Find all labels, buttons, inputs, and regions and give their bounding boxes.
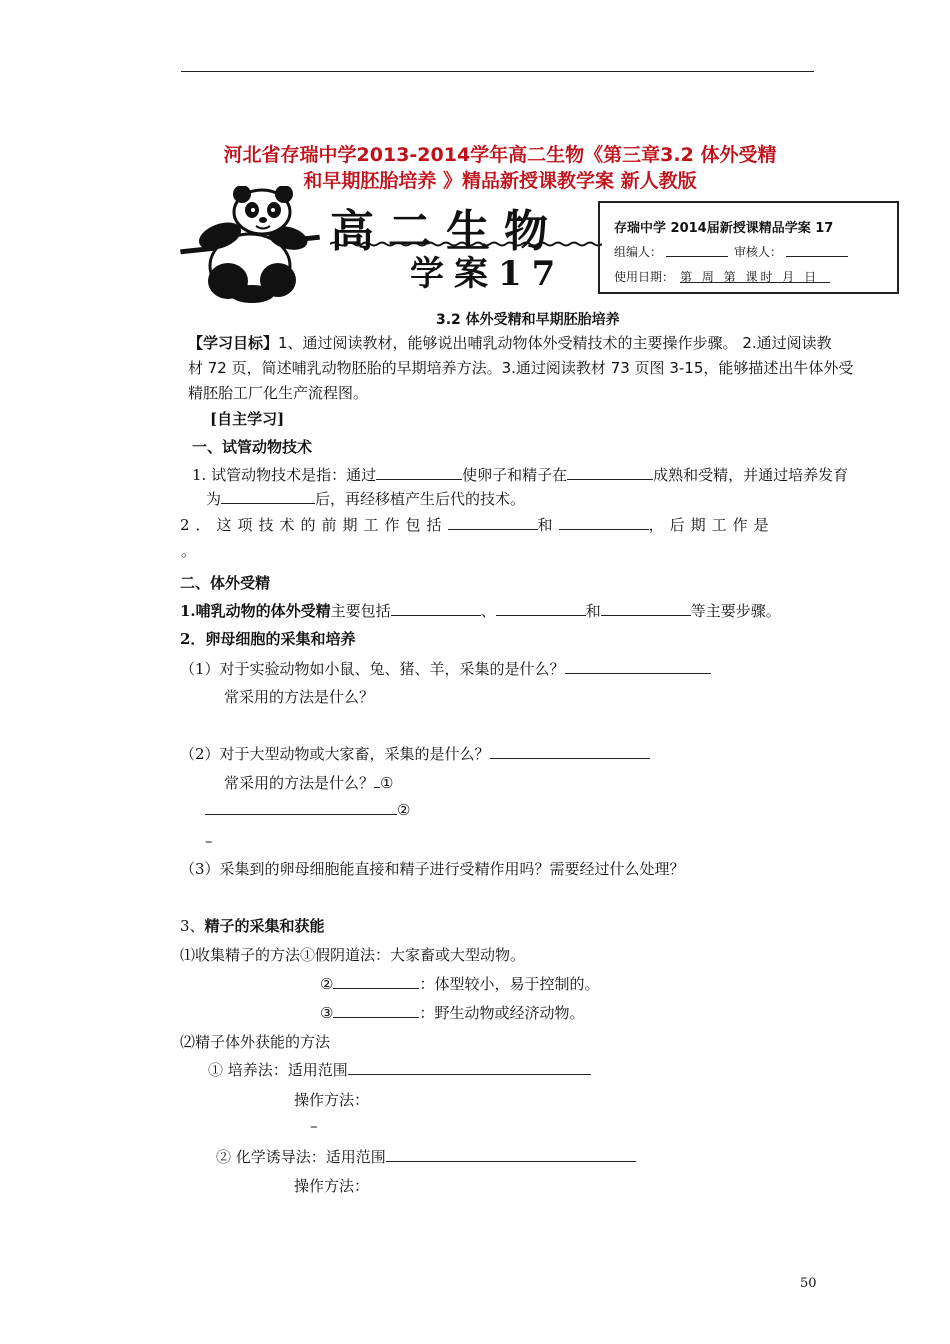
part2-q2-2c <box>205 800 410 819</box>
part1-q1-line1 <box>192 464 848 485</box>
reviewer-label: 审核人： <box>734 245 783 259</box>
banner-plan-number: 学案17 <box>410 254 566 294</box>
objectives-text-1: 1、通过阅读教材，能够说出哺乳动物体外受精技术的主要操作步骤。 2.通过阅读教 <box>278 334 832 352</box>
part1-q2-text-c: ，后期工作是 <box>648 516 775 534</box>
answer-blank[interactable] <box>448 515 538 530</box>
page-number: 50 <box>800 1276 817 1291</box>
part3-heading-text: 精子的采集和获能 <box>204 917 325 935</box>
section-title: 3.2 体外受精和早期胚胎培养 <box>436 312 620 328</box>
part1-heading: 一、试管动物技术 <box>192 438 313 456</box>
objectives-label: 【学习目标】 <box>188 334 279 352</box>
part2-q1-sep1: 、 <box>480 602 496 620</box>
answer-blank[interactable] <box>567 465 653 480</box>
part2-q2-1b: 常采用的方法是什么？ <box>224 688 375 706</box>
answer-blank[interactable] <box>221 489 315 504</box>
circle-number-1: ① <box>380 774 394 792</box>
part3-m1-op: 操作方法： <box>294 1091 370 1109</box>
info-box-title: 存瑞中学 2014届新授课精品学案 17 <box>614 221 834 236</box>
document-title-line-2: 和早期胚胎培养 》精品新授课教学案 新人教版 <box>303 170 697 192</box>
part3-heading <box>180 915 325 936</box>
answer-blank[interactable] <box>391 601 481 616</box>
header-rule <box>181 71 814 72</box>
answer-blank[interactable] <box>386 1147 636 1162</box>
answer-blank[interactable] <box>348 1060 591 1075</box>
lesson-info-box <box>598 201 899 294</box>
part3-m2 <box>216 1146 636 1167</box>
objectives-line-3: 精胚胎工厂化生产流程图。 <box>188 384 369 402</box>
date-fill: 第 周 第 课时 月 日 <box>680 270 820 284</box>
editor-label: 组编人： <box>614 245 663 259</box>
part1-q1-text-e: 后，再经移植产生后代的技术。 <box>315 490 526 508</box>
objectives-line-2: 材 72 页，简述哺乳动物胚胎的早期培养方法。3.通过阅读教材 73 页图 3-15，能够描述出牛体外受 <box>188 359 854 377</box>
objectives-line-1 <box>188 332 832 353</box>
editor-blank <box>666 256 728 257</box>
part2-heading: 二、体外受精 <box>180 574 271 592</box>
part3-p1-2-num: ② <box>320 975 334 993</box>
part3-m1-text: ① 培养法：适用范围 <box>208 1061 348 1079</box>
banner-subject: 高二生物 <box>330 206 562 257</box>
document-title-line-1: 河北省存瑞中学2013-2014学年高二生物《第三章3.2 体外受精 <box>223 144 777 166</box>
part3-heading-number: 3、 <box>180 917 205 935</box>
part2-q1 <box>180 600 781 621</box>
part3-m1 <box>208 1059 591 1080</box>
panda-logo <box>180 186 325 304</box>
answer-blank[interactable] <box>490 744 650 759</box>
part2-q2-heading: 2．卵母细胞的采集和培养 <box>180 630 356 648</box>
circle-number-2: ② <box>397 801 411 819</box>
part2-q2-1 <box>180 658 711 679</box>
part1-q1-text-b: 使卵子和精子在 <box>462 466 568 484</box>
answer-blank[interactable] <box>333 974 419 989</box>
part1-q2-text-b: 和 <box>537 516 559 534</box>
part3-dash: – <box>310 1117 318 1135</box>
answer-blank[interactable] <box>601 601 691 616</box>
part2-q2-2b <box>224 772 393 793</box>
part2-q2-2-text: （2）对于大型动物或大家畜，采集的是什么？ <box>180 745 490 763</box>
part1-q1-text-c: 成熟和受精，并通过培养发育 <box>653 466 849 484</box>
part2-q2-2b-text: 常采用的方法是什么？ <box>224 774 375 792</box>
answer-blank[interactable] <box>333 1003 419 1018</box>
part2-q1-end: 等主要步骤。 <box>690 602 781 620</box>
part1-q2-text-a: 2．这项技术的前期工作包括 <box>180 516 448 534</box>
reviewer-blank <box>786 256 848 257</box>
part2-dash: – <box>205 832 213 850</box>
part3-p1-2-text: ：体型较小，易于控制的。 <box>419 975 600 993</box>
date-blank <box>680 282 830 283</box>
answer-blank[interactable] <box>376 465 462 480</box>
date-label: 使用日期： <box>614 270 675 284</box>
answer-blank[interactable] <box>205 800 397 815</box>
self-study-heading: [自主学习] <box>210 410 285 428</box>
part3-p1-2 <box>320 973 599 994</box>
answer-blank[interactable] <box>496 601 586 616</box>
part3-p2: ⑵精子体外获能的方法 <box>180 1033 331 1051</box>
part3-m2-text: ② 化学诱导法：适用范围 <box>216 1148 386 1166</box>
part2-q1-bold: 1.哺乳动物的体外受精 <box>180 602 331 620</box>
part3-m2-op: 操作方法： <box>294 1177 370 1195</box>
part3-p1-3 <box>320 1002 584 1023</box>
part3-p1: ⑴收集精子的方法①假阴道法：大家畜或大型动物。 <box>180 946 526 964</box>
part1-q2-end: 。 <box>181 542 197 560</box>
part3-p1-3-num: ③ <box>320 1004 334 1022</box>
part2-q1-text: 主要包括 <box>330 602 391 620</box>
part2-q2-2 <box>180 743 650 764</box>
part1-q2-line <box>180 514 775 535</box>
part2-q2-1-text: （1）对于实验动物如小鼠、兔、猪、羊，采集的是什么？ <box>180 660 565 678</box>
answer-blank[interactable] <box>565 659 711 674</box>
part2-q2-3: （3）采集到的卵母细胞能直接和精子进行受精作用吗？需要经过什么处理？ <box>180 860 685 878</box>
part3-p1-3-text: ：野生动物或经济动物。 <box>419 1004 585 1022</box>
part1-q1-text-a: 1. 试管动物技术是指：通过 <box>192 466 377 484</box>
part2-q1-sep2: 和 <box>585 602 601 620</box>
part1-q1-line2 <box>206 488 525 509</box>
answer-blank[interactable] <box>559 515 649 530</box>
part1-q1-text-d: 为 <box>206 490 222 508</box>
